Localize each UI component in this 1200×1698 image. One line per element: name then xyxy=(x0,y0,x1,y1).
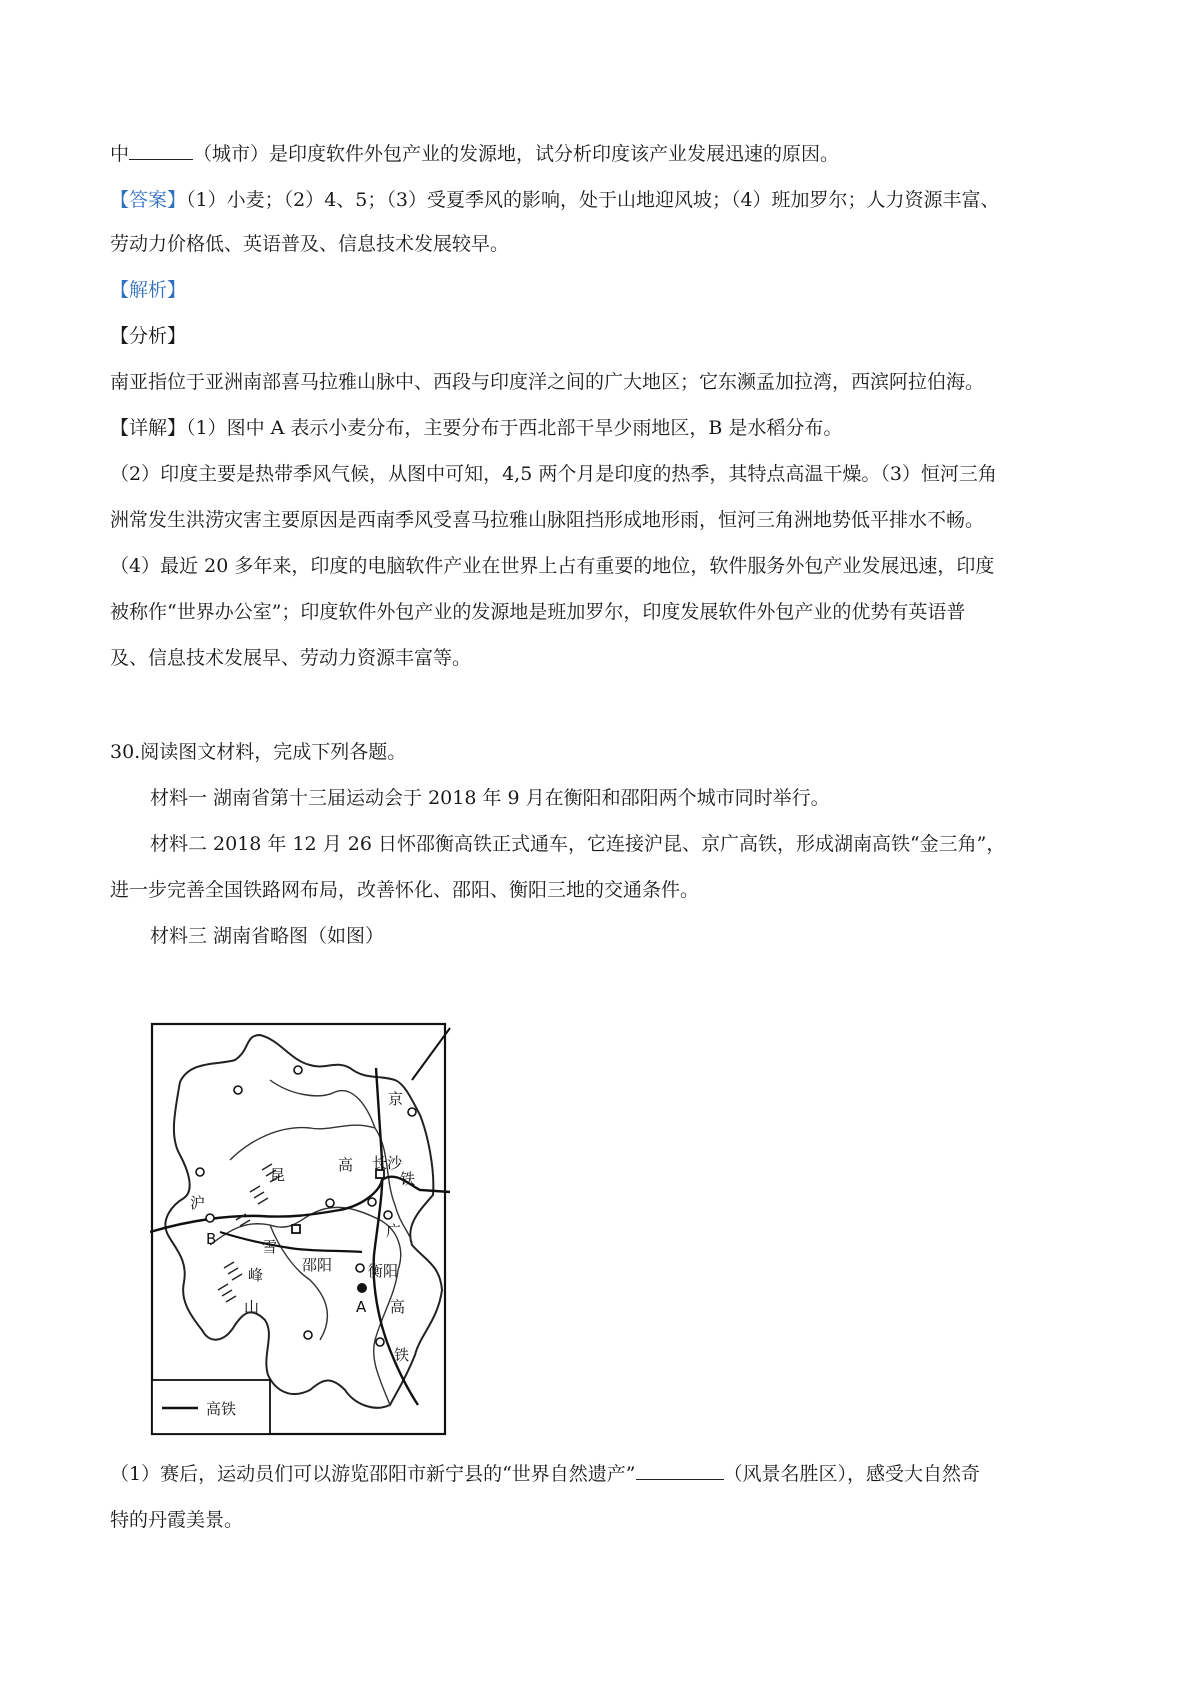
material-2-line-2: 进一步完善全国铁路网布局，改善怀化、邵阳、衡阳三地的交通条件。 xyxy=(110,879,700,901)
material-1: 材料一 湖南省第十三届运动会于 2018 年 9 月在衡阳和邵阳两个城市同时举行。 xyxy=(150,787,830,809)
map-label-kun: 昆 xyxy=(270,1166,286,1184)
map-label-b: B xyxy=(206,1230,217,1248)
map-label-gao-mid: 高 xyxy=(338,1156,354,1174)
map-label-tie-right: 铁 xyxy=(400,1170,416,1188)
map-label-shaoyang: 邵阳 xyxy=(302,1256,333,1274)
rail-huaishaoheng xyxy=(220,1232,362,1252)
fenxi-tag: 【分析】 xyxy=(110,325,187,347)
material-2-line-1: 材料二 2018 年 12 月 26 日怀邵衡高铁正式通车，它连接沪昆、京广高铁，形成湖南高铁“金三角”， xyxy=(150,833,1006,855)
map-label-guang: 广 xyxy=(386,1222,402,1240)
xiangjie-line-1: 【详解】（1）图中 A 表示小麦分布，主要分布于西北部干旱少雨地区，B 是水稻分布。 xyxy=(110,417,843,439)
map-label-a: A xyxy=(356,1298,367,1316)
map-label-shan: 山 xyxy=(244,1298,260,1316)
xiangjie-line-2: （2）印度主要是热带季风气候，从图中可知，4,5 两个月是印度的热季，其特点高温干燥。（3）恒河三角 xyxy=(110,463,997,485)
map-label-changsha: 长沙 xyxy=(372,1154,403,1172)
map-label-jing: 京 xyxy=(388,1090,404,1108)
map-label-xue: 雪 xyxy=(262,1238,278,1256)
xiangjie-line-5: 被称作“世界办公室”；印度软件外包产业的发源地是班加罗尔，印度发展软件外包产业的优势有英语普 xyxy=(110,601,966,623)
xiangjie-line-4: （4）最近 20 多年来，印度的电脑软件产业在世界上占有重要的地位，软件服务外包产业发展迅速，印度 xyxy=(110,555,995,577)
q30-title: 30.阅读图文材料，完成下列各题。 xyxy=(110,741,407,763)
hunan-map xyxy=(150,1020,522,1440)
map-label-hu: 沪 xyxy=(190,1194,206,1212)
q29-question-line: 中 （城市）是印度软件外包产业的发源地，试分析印度该产业发展迅速的原因。 xyxy=(110,143,840,165)
answer-line-2: 劳动力价格低、英语普及、信息技术发展较早。 xyxy=(110,233,510,255)
fenxi-text: 南亚指位于亚洲南部喜马拉雅山脉中、西段与印度洋之间的广大地区；它东濒孟加拉湾，西滨阿拉伯海。 xyxy=(110,371,985,393)
q30-sub1-line-2: 特的丹霞美景。 xyxy=(110,1509,244,1531)
q30-sub1-line-1: （1）赛后，运动员们可以游览邵阳市新宁县的“世界自然遗产” （风景名胜区），感受大自然奇 xyxy=(110,1463,981,1485)
map-label-gao-low: 高 xyxy=(390,1298,406,1316)
legend-label: 高铁 xyxy=(206,1400,237,1418)
hunan-map-svg xyxy=(150,1020,522,1440)
answer-line-1: 【答案】（1）小麦；（2）4、5；（3）受夏季风的影响，处于山地迎风坡；（4）班加罗尔；人力资源丰富、 xyxy=(110,189,1000,211)
map-label-tie-low: 铁 xyxy=(394,1346,410,1364)
jiexi-tag: 【解析】 xyxy=(110,279,187,301)
map-label-feng: 峰 xyxy=(248,1266,264,1284)
xiangjie-line-3: 洲常发生洪涝灾害主要原因是西南季风受喜马拉雅山脉阻挡形成地形雨，恒河三角洲地势低平排水不畅。 xyxy=(110,509,985,531)
map-label-hengyang: 衡阳 xyxy=(368,1262,399,1280)
answer-tag: 【答案】 xyxy=(110,189,187,211)
answer-blank[interactable] xyxy=(129,141,193,160)
xiangjie-line-6: 及、信息技术发展早、劳动力资源丰富等。 xyxy=(110,647,472,669)
answer-blank-scenic[interactable] xyxy=(636,1461,724,1480)
material-3: 材料三 湖南省略图（如图） xyxy=(150,925,385,947)
